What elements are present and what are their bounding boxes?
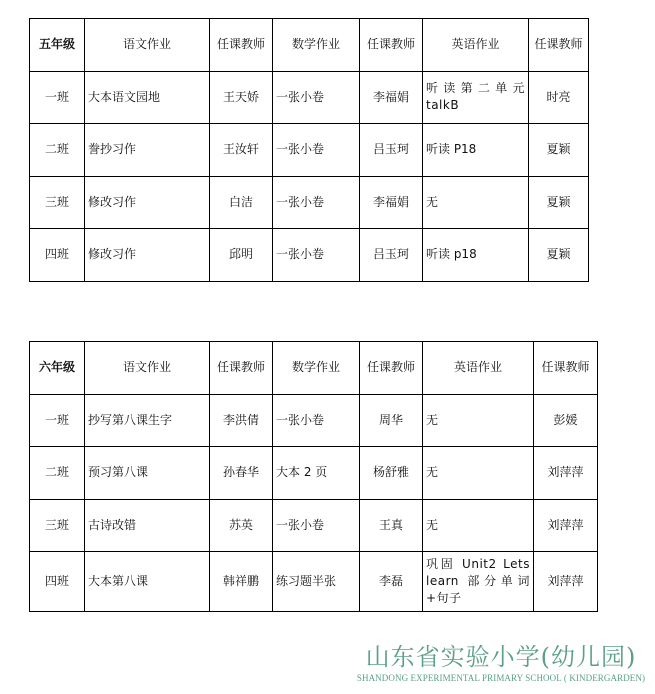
math-homework-cell: 一张小卷 — [273, 124, 360, 177]
table-row — [30, 176, 589, 229]
teacher-cell: 吕玉珂 — [360, 124, 423, 177]
column-header-math: 数学作业 — [273, 342, 360, 395]
column-header-english: 英语作业 — [423, 342, 534, 395]
math-homework-cell: 一张小卷 — [273, 71, 360, 124]
teacher-cell: 李福娟 — [360, 176, 423, 229]
teacher-cell: 夏颖 — [529, 124, 589, 177]
math-homework-cell: 一张小卷 — [273, 499, 360, 552]
column-header-teacher: 任课教师 — [529, 19, 589, 72]
teacher-cell: 夏颖 — [529, 176, 589, 229]
math-homework-cell: 一张小卷 — [273, 394, 360, 447]
teacher-cell: 邱明 — [210, 229, 273, 282]
table-row — [30, 499, 598, 552]
column-header-teacher: 任课教师 — [534, 342, 598, 395]
table-row — [30, 447, 598, 500]
teacher-cell: 刘萍萍 — [534, 552, 598, 612]
math-homework-cell: 一张小卷 — [273, 176, 360, 229]
column-header-math: 数学作业 — [273, 19, 360, 72]
teacher-cell: 李磊 — [360, 552, 423, 612]
class-cell: 二班 — [30, 124, 85, 177]
teacher-cell: 苏英 — [210, 499, 273, 552]
teacher-cell: 杨舒雅 — [360, 447, 423, 500]
column-header-teacher: 任课教师 — [360, 342, 423, 395]
english-homework-cell: 听读第二单元talkB — [423, 71, 529, 124]
class-cell: 一班 — [30, 394, 85, 447]
teacher-cell: 王汝轩 — [210, 124, 273, 177]
teacher-cell: 白洁 — [210, 176, 273, 229]
school-logo — [356, 642, 646, 684]
math-homework-cell: 大本 2 页 — [273, 447, 360, 500]
grade-label: 六年级 — [30, 342, 85, 395]
column-header-teacher: 任课教师 — [210, 19, 273, 72]
grade-label: 五年级 — [30, 19, 85, 72]
table-header-row — [30, 19, 589, 72]
class-cell: 一班 — [30, 71, 85, 124]
english-homework-cell: 无 — [423, 176, 529, 229]
teacher-cell: 刘萍萍 — [534, 447, 598, 500]
teacher-cell: 王天娇 — [210, 71, 273, 124]
english-homework-cell: 巩固 Unit2 Lets learn 部分单词+句子 — [423, 552, 534, 612]
chinese-homework-cell: 修改习作 — [85, 229, 210, 282]
teacher-cell: 李洪倩 — [210, 394, 273, 447]
column-header-english: 英语作业 — [423, 19, 529, 72]
math-homework-cell: 练习题半张 — [273, 552, 360, 612]
table-row — [30, 71, 589, 124]
column-header-teacher: 任课教师 — [210, 342, 273, 395]
english-homework-cell: 无 — [423, 447, 534, 500]
teacher-cell: 周华 — [360, 394, 423, 447]
english-homework-cell: 无 — [423, 499, 534, 552]
english-homework-cell: 听读 p18 — [423, 229, 529, 282]
math-homework-cell: 一张小卷 — [273, 229, 360, 282]
table-row — [30, 394, 598, 447]
chinese-homework-cell: 大本语文园地 — [85, 71, 210, 124]
teacher-cell: 刘萍萍 — [534, 499, 598, 552]
class-cell: 三班 — [30, 499, 85, 552]
table-row — [30, 229, 589, 282]
class-cell: 四班 — [30, 552, 85, 612]
chinese-homework-cell: 预习第八课 — [85, 447, 210, 500]
table-header-row — [30, 342, 598, 395]
school-name-chinese: 山东省实验小学(幼儿园) — [365, 643, 637, 671]
column-header-teacher: 任课教师 — [360, 19, 423, 72]
teacher-cell: 吕玉珂 — [360, 229, 423, 282]
grade5-homework-table — [29, 18, 589, 282]
chinese-homework-cell: 大本第八课 — [85, 552, 210, 612]
teacher-cell: 李福娟 — [360, 71, 423, 124]
column-header-chinese: 语文作业 — [85, 19, 210, 72]
teacher-cell: 彭媛 — [534, 394, 598, 447]
teacher-cell: 韩祥鹏 — [210, 552, 273, 612]
chinese-homework-cell: 誊抄习作 — [85, 124, 210, 177]
teacher-cell: 夏颖 — [529, 229, 589, 282]
chinese-homework-cell: 古诗改错 — [85, 499, 210, 552]
grade6-homework-table — [29, 341, 598, 612]
class-cell: 二班 — [30, 447, 85, 500]
class-cell: 四班 — [30, 229, 85, 282]
school-name-english: SHANDONG EXPERIMENTAL PRIMARY SCHOOL ( KINDERGARDEN) — [356, 673, 646, 683]
column-header-chinese: 语文作业 — [85, 342, 210, 395]
teacher-cell: 时亮 — [529, 71, 589, 124]
teacher-cell: 王真 — [360, 499, 423, 552]
table-row — [30, 552, 598, 612]
chinese-homework-cell: 修改习作 — [85, 176, 210, 229]
class-cell: 三班 — [30, 176, 85, 229]
teacher-cell: 孙春华 — [210, 447, 273, 500]
english-homework-cell: 无 — [423, 394, 534, 447]
table-row — [30, 124, 589, 177]
chinese-homework-cell: 抄写第八课生字 — [85, 394, 210, 447]
english-homework-cell: 听读 P18 — [423, 124, 529, 177]
